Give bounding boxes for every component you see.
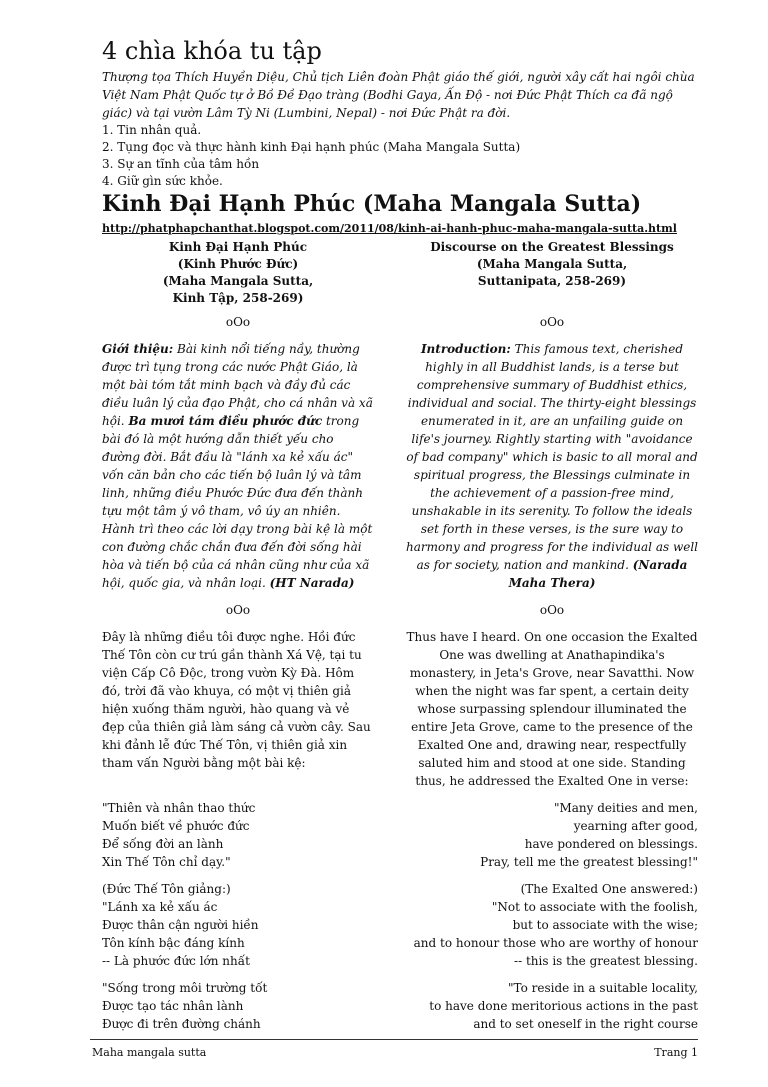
intro-paragraph: Thượng tọa Thích Huyền Diệu, Chủ tịch Liên đoàn Phật giáo thế giới, người xây cất hai ngôi chùa Việt Nam Phật Quốc tự ở Bồ Đề Đạo tràng (Bodhi Gaya, Ấn Độ - nơi Đức Phật Thích ca đã ngộ giác) và tại vườn Lâm Tỳ Ni (Lumbini, Nepal) - nơi Đức Phật ra đời. (102, 70, 695, 120)
left-heading: Kinh Đại Hạnh Phúc (Kinh Phước Đức) (Maha Mangala Sutta, Kinh Tập, 258-269) (162, 240, 314, 305)
intro-en: Introduction: This famous text, cherished highly in all Buddhist lands, is a terse but comprehensive summary of Buddhist ethics, individual and social. The thirty-eight blessings enumerated in it, are an unfailing guide on life's journey. Rightly starting with "avoidance of bad company" which is basic to all moral and spiritual progress, the Blessings culminate in the achievement of a passion-free mind, unshakable in its serenity. To follow the ideals set forth in these verses, is the sure way to harmony and progress for the individual as well as for society, nation and mankind. (Narada Maha Thera) (406, 342, 698, 590)
narration-vi: Đây là những điều tôi được nghe. Hồi đức Thế Tôn còn cư trú gần thành Xá Vệ, tại tu viện Cấp Cô Độc, trong vườn Kỳ Đà. Hôm đó, trời đã vào khuya, có một vị thiên giả hiện xuống thăm người, hào quang và vẻ đẹp của thiên giả làm sáng cả vườn cây. Sau khi đảnh lễ đức Thế Tôn, vị thiên giả xin tham vấn Người bằng một bài kệ: (102, 630, 371, 770)
separator: oOo (539, 603, 565, 617)
verse-vi: (Đức Thế Tôn giảng:) "Lánh xa kẻ xấu ác Được thân cận người hiền Tôn kính bậc đáng kính -- Là phước đức lớn nhất (102, 882, 259, 968)
verse-en: "Many deities and men, yearning after good, have pondered on blessings. Pray, tell me the greatest blessing!" (480, 801, 698, 869)
separator: oOo (539, 315, 565, 329)
page-footer (90, 1039, 698, 1059)
verse-en: (The Exalted One answered:) "Not to associate with the foolish, but to associate with the wise; and to honour those who are worthy of honour -- this is the greatest blessing. (413, 882, 698, 968)
verse-en: "To reside in a suitable locality, to have done meritorious actions in the past and to set oneself in the right course (429, 981, 698, 1031)
list-item: 3. Sự an tĩnh của tâm hồn (102, 157, 260, 171)
verse-vi: "Thiên và nhân thao thức Muốn biết về phước đức Để sống đời an lành Xin Thế Tôn chỉ dạy." (102, 801, 256, 869)
document-page (102, 30, 698, 1033)
footer-title: Maha mangala sutta (92, 1046, 207, 1059)
bilingual-columns (102, 239, 698, 1033)
list-item: 1. Tin nhân quả. (102, 123, 202, 137)
right-heading: Discourse on the Greatest Blessings (Maha Mangala Sutta, Suttanipata, 258-269) (430, 240, 674, 288)
separator: oOo (225, 603, 251, 617)
source-link[interactable]: http://phatphapchanthat.blogspot.com/2011/08/kinh-ai-hanh-phuc-maha-mangala-sutta.html (102, 222, 677, 235)
sutta-title: Kinh Đại Hạnh Phúc (Maha Mangala Sutta) (102, 191, 642, 217)
narration-en: Thus have I heard. On one occasion the Exalted One was dwelling at Anathapindika's monastery, in Jeta's Grove, near Savatthi. Now when the night was far spent, a certain deity whose surpassing splendour illuminated the entire Jeta Grove, came to the presence of the Exalted One and, drawing near, respectfully saluted him and stood at one side. Standing thus, he addressed the Exalted One in verse: (406, 630, 698, 788)
intro-vi: Giới thiệu: Bài kinh nổi tiếng nầy, thường được trì tụng trong các nước Phật Giáo, là một bài tóm tắt minh bạch và đầy đủ các điều luân lý của đạo Phật, cho cá nhân và xã hội. Ba mươi tám điều phước đức trong bài đó là một hướng dẫn thiết yếu cho đường đời. Bắt đầu là "lánh xa kẻ xấu ác" vốn căn bản cho các tiến bộ luân lý và tâm linh, những điều Phước Đức đưa đến thành tựu một tâm ý vô tham, vô úy an nhiên. Hành trì theo các lời dạy trong bài kệ là một con đường chắc chắn đưa đến đời sống hài hòa và tiến bộ của cá nhân cũng như của xã hội, quốc gia, và nhân loại. (HT Narada) (102, 342, 373, 590)
keys-list (102, 122, 698, 190)
page-title: 4 chìa khóa tu tập (102, 37, 322, 65)
list-item: 4. Giữ gìn sức khỏe. (102, 174, 223, 188)
separator: oOo (225, 315, 251, 329)
verse-vi: "Sống trong môi trường tốt Được tạo tác nhân lành Được đi trên đường chánh (102, 981, 268, 1031)
page-number: Trang 1 (654, 1046, 698, 1059)
list-item: 2. Tụng đọc và thực hành kinh Đại hạnh phúc (Maha Mangala Sutta) (102, 140, 521, 154)
